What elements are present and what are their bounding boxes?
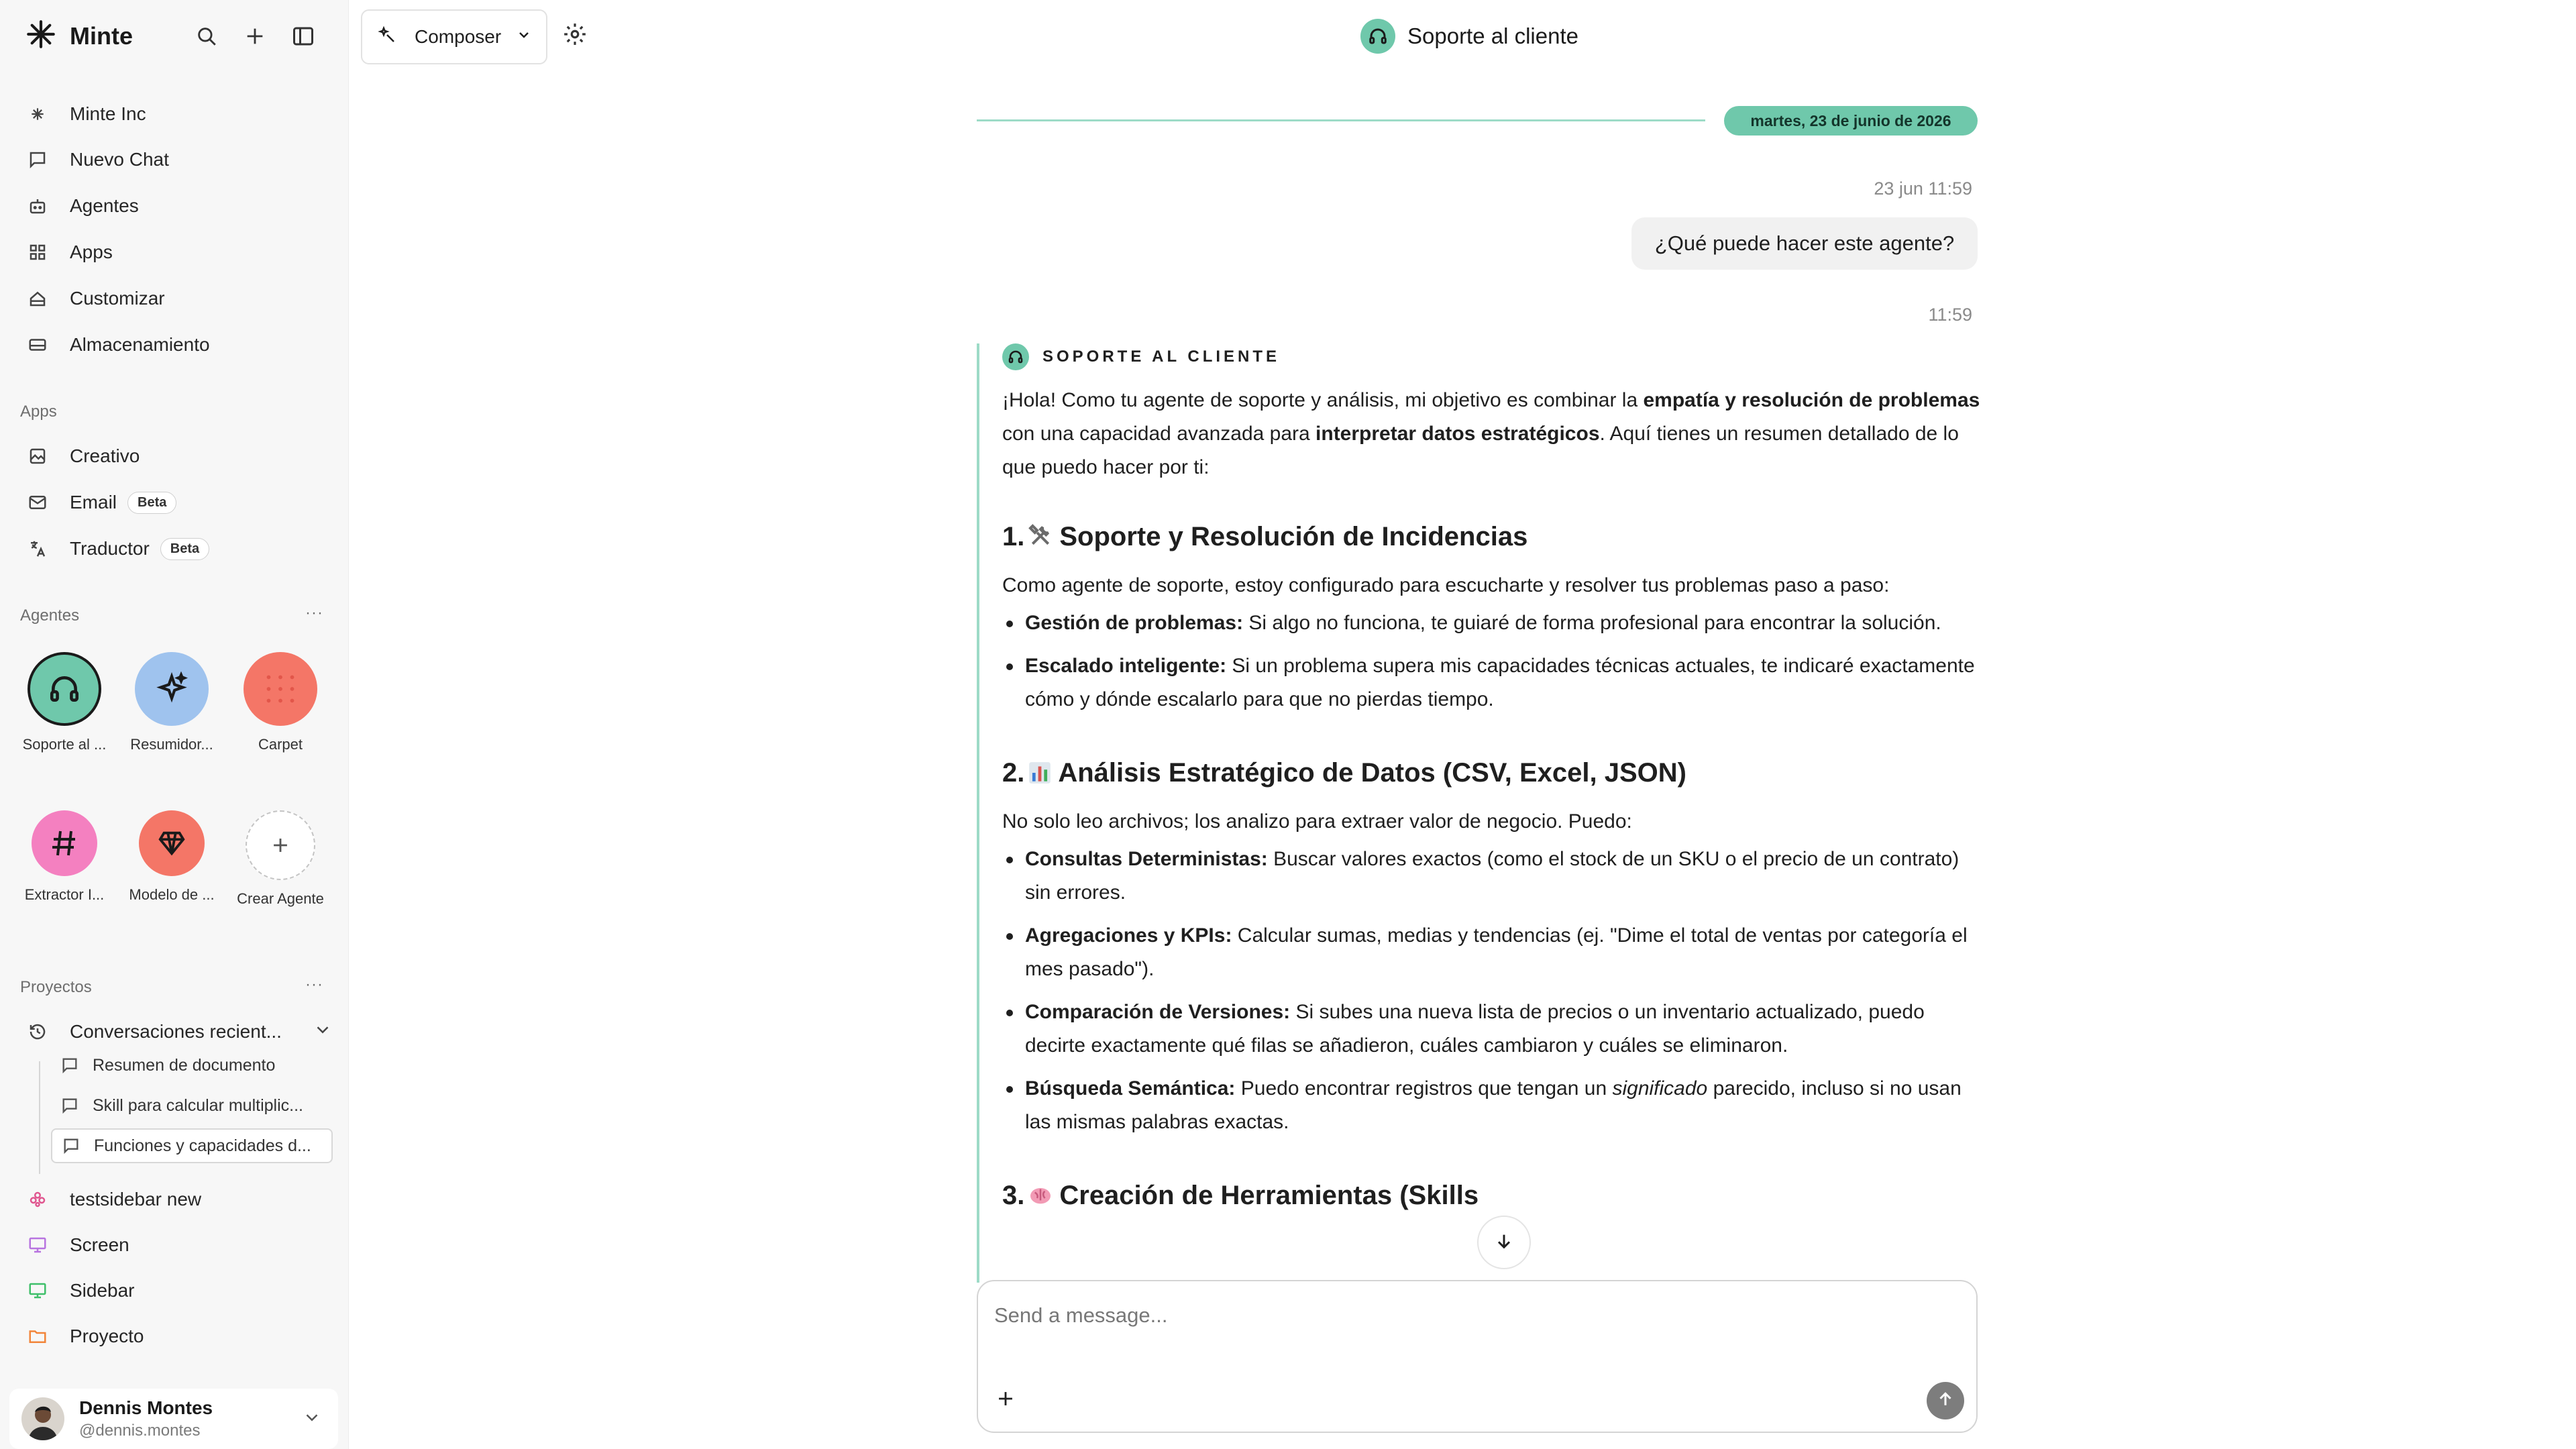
list-item: [1002, 919, 1982, 986]
beta-badge: Beta: [160, 538, 209, 560]
agent-label: Extractor I...: [24, 886, 105, 903]
arrow-up-icon: [1935, 1389, 1955, 1413]
project-sidebar[interactable]: [24, 1275, 135, 1307]
assistant-header: [1002, 343, 1983, 370]
section-number: 2.: [1002, 758, 1025, 788]
hash-icon: [32, 810, 97, 876]
mail-icon: [24, 489, 51, 516]
chat-icon: [62, 1136, 80, 1155]
chat-icon: [24, 146, 51, 173]
recent-item-active[interactable]: [51, 1128, 333, 1163]
project-screen[interactable]: [24, 1229, 129, 1261]
text: ¡Hola! Como tu agente de soporte y análisis, mi objetivo es combinar la: [1002, 389, 1644, 411]
create-agent-button[interactable]: [233, 810, 327, 908]
list-term: Agregaciones y KPIs:: [1025, 924, 1232, 947]
headset-icon: [28, 652, 101, 726]
agent-label: Crear Agente: [237, 890, 324, 907]
list-item: [1002, 1072, 1982, 1139]
sparkle-wand-icon: [377, 25, 397, 50]
storage-icon: [24, 331, 51, 358]
section-title: Análisis Estratégico de Datos (CSV, Excel, JSON): [1058, 758, 1686, 788]
user-handle: @dennis.montes: [79, 1421, 201, 1440]
sidebar-item-label: Agentes: [70, 195, 139, 216]
chevron-down-icon: [516, 26, 532, 48]
list-text: parecido, incluso si no usan las mismas palabras exactas.: [1025, 1077, 1962, 1133]
image-edit-icon: [24, 443, 51, 470]
minte-logo-icon: [24, 17, 58, 54]
monitor-icon: [24, 1277, 51, 1304]
headset-icon: [1360, 19, 1395, 54]
user-name: Dennis Montes: [79, 1397, 213, 1418]
brain-icon: [1027, 1181, 1054, 1218]
sidebar-item-traductor[interactable]: [24, 533, 209, 565]
list-text: Calcular sumas, medias y tendencias (ej. "Dime el total de ventas por categoría el mes pasado").: [1025, 924, 1968, 980]
section-number: 1.: [1002, 522, 1025, 551]
sidebar-item-label: Email: [70, 492, 117, 513]
project-label: Screen: [70, 1234, 129, 1255]
sidebar-toggle-icon[interactable]: [288, 21, 318, 51]
sidebar-item-email[interactable]: [24, 486, 176, 519]
bold-text: empatía y resolución de problemas: [1643, 389, 1980, 411]
app-name: Minte: [70, 21, 133, 50]
agent-extractor[interactable]: [17, 810, 111, 904]
page-title: [1360, 19, 1578, 54]
project-label: Proyecto: [70, 1326, 144, 1346]
plus-icon: [246, 810, 315, 880]
grid-icon: [24, 239, 51, 266]
project-testsidebar-new[interactable]: [24, 1183, 201, 1216]
arrow-down-icon: [1493, 1230, 1515, 1255]
monitor-icon: [24, 1232, 51, 1258]
folder-icon: [24, 1323, 51, 1350]
sparkles-icon: [135, 652, 209, 726]
date-divider-line: [977, 119, 1705, 121]
avatar: [21, 1397, 64, 1440]
sidebar-item-minte-inc[interactable]: [24, 98, 146, 130]
list-term: Escalado inteligente:: [1025, 655, 1227, 677]
sidebar-item-agentes[interactable]: [24, 190, 139, 222]
palette-icon: [24, 285, 51, 312]
agent-modelo[interactable]: [125, 810, 219, 904]
tools-icon: [1027, 522, 1054, 559]
dots-pattern-icon: [244, 652, 317, 726]
message-composer: [977, 1280, 1978, 1433]
list-term: Búsqueda Semántica:: [1025, 1077, 1236, 1099]
sidebar-item-label: Creativo: [70, 445, 140, 466]
list-term: Gestión de problemas:: [1025, 612, 1244, 634]
new-plus-icon[interactable]: [240, 21, 270, 51]
agent-label: Carpet: [258, 736, 303, 753]
sidebar-item-almacenamiento[interactable]: [24, 329, 210, 361]
user-message: ¿Qué puede hacer este agente?: [1631, 217, 1978, 270]
message-input[interactable]: [994, 1299, 1933, 1332]
sidebar-item-label: Customizar: [70, 288, 165, 309]
assistant-message: [977, 343, 1983, 1283]
translate-icon: [24, 535, 51, 562]
section-list: [1002, 843, 1982, 1139]
send-button[interactable]: [1927, 1382, 1964, 1419]
list-text: Puedo encontrar registros que tengan un: [1235, 1077, 1613, 1099]
project-proyecto[interactable]: [24, 1320, 144, 1352]
search-icon[interactable]: [192, 21, 221, 51]
recent-item-label: Resumen de documento: [93, 1055, 276, 1075]
agent-resumidor[interactable]: [125, 652, 219, 754]
robot-icon: [24, 193, 51, 219]
assistant-message-time: 11:59: [1928, 305, 1972, 325]
diamond-icon: [139, 810, 205, 876]
projects-section-label: Proyectos: [20, 978, 92, 996]
section-number: 3.: [1002, 1181, 1025, 1210]
page-title-text: Soporte al cliente: [1407, 23, 1578, 48]
agents-more-icon[interactable]: ···: [305, 604, 323, 622]
project-label: testsidebar new: [70, 1189, 202, 1210]
user-message-time: 23 jun 11:59: [1874, 178, 1972, 199]
history-icon: [24, 1018, 51, 1045]
recent-conversations-toggle[interactable]: [24, 1016, 333, 1048]
tree-line: [39, 1061, 40, 1174]
agent-label: Resumidor...: [130, 736, 213, 753]
flower-icon: [24, 1186, 51, 1213]
sidebar-item-customizar[interactable]: [24, 282, 165, 315]
agent-label: Modelo de ...: [129, 886, 215, 903]
sidebar-item-label: Minte Inc: [70, 103, 146, 124]
sidebar: [0, 0, 349, 1449]
agent-label: Soporte al ...: [22, 736, 107, 753]
section-heading-2: [1002, 754, 1982, 796]
sidebar-item-apps[interactable]: [24, 236, 113, 268]
attach-plus-icon[interactable]: [994, 1387, 1017, 1413]
list-item: [1002, 606, 1982, 640]
composer-dropdown[interactable]: [361, 9, 547, 64]
agent-soporte[interactable]: [17, 652, 111, 754]
sidebar-item-label: Almacenamiento: [70, 334, 210, 355]
section-desc: Como agente de soporte, estoy configurado para escucharte y resolver tus problemas paso a paso:: [1002, 574, 1890, 596]
section-list: [1002, 606, 1982, 716]
list-text: Si algo no funciona, te guiaré de forma profesional para encontrar la solución.: [1243, 612, 1941, 634]
sidebar-item-creativo[interactable]: [24, 440, 140, 472]
projects-more-icon[interactable]: ···: [305, 975, 323, 994]
headset-icon: [1002, 343, 1029, 370]
apps-section-label: Apps: [20, 402, 57, 421]
scroll-down-button[interactable]: [1477, 1216, 1531, 1269]
list-item: [1002, 649, 1982, 716]
intro-paragraph: [1002, 384, 1982, 484]
section-title: Soporte y Resolución de Incidencias: [1059, 522, 1528, 551]
list-text: Buscar valores exactos (como el stock de un SKU o el precio de un contrato) sin errores.: [1025, 848, 1960, 904]
brand[interactable]: [24, 17, 133, 54]
gear-icon[interactable]: [562, 21, 588, 50]
section-desc: No solo leo archivos; los analizo para extraer valor de negocio. Puedo:: [1002, 810, 1632, 833]
text: . Aquí tienes un resumen detallado de lo que puedo hacer por ti:: [1002, 423, 1959, 478]
section-title: Creación de Herramientas (Skills: [1059, 1181, 1479, 1210]
chevron-down-icon: [313, 1020, 333, 1044]
recent-label: Conversaciones recient...: [70, 1021, 282, 1042]
section-heading-3: [1002, 1177, 1982, 1218]
agent-carpet[interactable]: [233, 652, 327, 754]
recent-item[interactable]: [51, 1048, 333, 1083]
assistant-name: SOPORTE AL CLIENTE: [1042, 347, 1281, 366]
recent-item[interactable]: [51, 1088, 333, 1123]
list-term: Consultas Deterministas:: [1025, 848, 1268, 870]
composer-label: Composer: [415, 26, 502, 47]
italic-text: significado: [1612, 1077, 1708, 1099]
sidebar-item-label: Nuevo Chat: [70, 149, 169, 170]
bold-text: interpretar datos estratégicos: [1316, 423, 1600, 445]
list-text: Si un problema supera mis capacidades técnicas actuales, te indicaré exactamente cómo y dónde escalarlo para que no pierdas tiempo.: [1025, 655, 1975, 710]
list-item: [1002, 843, 1982, 910]
chevron-down-icon: [302, 1407, 322, 1431]
chat-icon: [60, 1056, 79, 1075]
date-divider: martes, 23 de junio de 2026: [1724, 106, 1978, 136]
list-item: [1002, 996, 1982, 1063]
sidebar-item-nuevo-chat[interactable]: [24, 144, 169, 176]
chat-icon: [60, 1096, 79, 1115]
project-label: Sidebar: [70, 1280, 135, 1301]
list-text: Si subes una nueva lista de precios o un inventario actualizado, puedo decirte exactamente qué filas se añadieron, cuáles cambiaron y cuáles se eliminaron.: [1025, 1001, 1925, 1057]
recent-item-label: Skill para calcular multiplic...: [93, 1095, 303, 1115]
text: con una capacidad avanzada para: [1002, 423, 1316, 445]
assistant-body: [1002, 384, 1982, 1218]
bar-chart-icon: [1027, 758, 1053, 796]
sidebar-item-label: Traductor: [70, 538, 150, 559]
recent-item-label: Funciones y capacidades d...: [94, 1136, 311, 1155]
section-heading-1: [1002, 518, 1982, 559]
sidebar-item-label: Apps: [70, 241, 113, 262]
agents-section-label: Agentes: [20, 606, 80, 625]
beta-badge: Beta: [127, 492, 176, 514]
list-term: Comparación de Versiones:: [1025, 1001, 1291, 1023]
asterisk-icon: [24, 101, 51, 127]
user-profile[interactable]: [9, 1389, 338, 1449]
